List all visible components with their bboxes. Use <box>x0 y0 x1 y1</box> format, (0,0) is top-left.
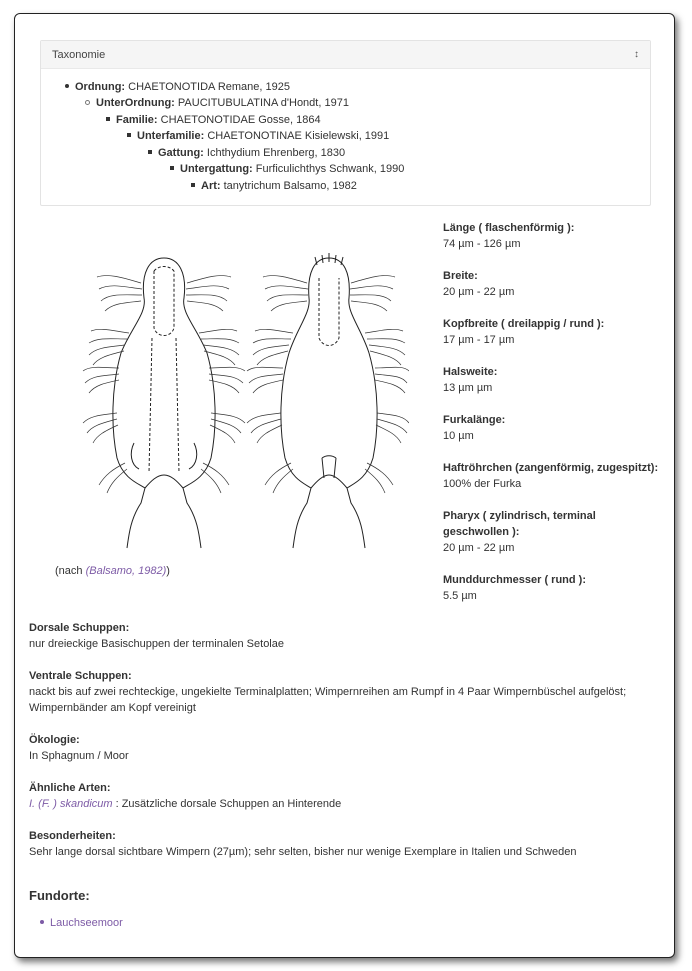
measurement-label: Kopfbreite ( dreilappig / rund ): <box>443 318 605 330</box>
similar-species-link[interactable]: I. (F. ) skandicum <box>29 798 113 810</box>
taxonomy-gattung: Gattung: Ichthydium Ehrenberg, 1830 <box>148 147 345 159</box>
section-aehnliche-arten <box>29 780 669 812</box>
square-bullet-icon <box>170 166 174 170</box>
section-text: Sehr lange dorsal sichtbare Wimpern (27µm); sehr selten, bisher nur wenige Exemplare in Italien und Schweden <box>29 846 577 858</box>
square-bullet-icon <box>191 183 195 187</box>
measurement-laenge <box>443 220 673 252</box>
caption-suffix: ) <box>166 565 170 577</box>
section-text: nur dreieckige Basischuppen der terminalen Setolae <box>29 638 284 650</box>
taxonomy-art: Art: tanytrichum Balsamo, 1982 <box>191 180 357 192</box>
taxonomy-untergattung: Untergattung: Furficulichthys Schwank, 1990 <box>170 163 404 175</box>
measurement-value: 20 µm - 22 µm <box>443 542 515 554</box>
measurement-pharyx <box>443 508 618 556</box>
measurement-label: Munddurchmesser ( rund ): <box>443 574 587 586</box>
taxonomy-unterordnung: UnterOrdnung: PAUCITUBULATINA d'Hondt, 1971 <box>85 97 349 109</box>
fundort-link[interactable]: Lauchseemoor <box>50 917 123 929</box>
section-content <box>29 796 669 812</box>
section-ventrale-schuppen <box>29 668 669 716</box>
measurement-munddurchmesser <box>443 572 673 604</box>
taxonomy-unterfamilie: Unterfamilie: CHAETONOTINAE Kisielewski, 1991 <box>127 130 389 142</box>
measurement-label: Halsweite: <box>443 366 498 378</box>
caption-prefix: (nach <box>55 565 86 577</box>
measurement-value: 100% der Furka <box>443 478 522 490</box>
section-dorsale-schuppen <box>29 620 669 652</box>
section-label: Dorsale Schuppen: <box>29 622 130 634</box>
caption-reference-link[interactable]: (Balsamo, 1982) <box>85 565 167 577</box>
square-bullet-icon <box>127 133 131 137</box>
sort-toggle-icon[interactable]: ↕ <box>634 49 639 60</box>
measurement-value: 74 µm - 126 µm <box>443 238 521 250</box>
section-text: : Zusätzliche dorsale Schuppen an Hinterende <box>112 798 342 810</box>
square-bullet-icon <box>106 117 110 121</box>
square-bullet-icon <box>148 150 152 154</box>
fundort-list-item <box>40 917 123 929</box>
section-text: nackt bis auf zwei rechteckige, ungekielte Terminalplatten; Wimpernreihen am Rumpf in 4 Paar Wimpernbüschel aufgelöst; Wimpernbänder am Kopf vereinigt <box>29 686 627 714</box>
measurement-label: Breite: <box>443 270 478 282</box>
measurement-haftroehrchen <box>443 460 673 492</box>
circle-bullet-icon <box>85 100 90 105</box>
measurement-value: 5.5 µm <box>443 590 477 602</box>
section-label: Ventrale Schuppen: <box>29 670 132 682</box>
measurement-furkalaenge <box>443 412 673 444</box>
measurement-value: 20 µm - 22 µm <box>443 286 515 298</box>
section-besonderheiten <box>29 828 669 860</box>
measurement-label: Furkalänge: <box>443 414 506 426</box>
section-label: Besonderheiten: <box>29 830 116 842</box>
section-text: In Sphagnum / Moor <box>29 750 129 762</box>
measurement-value: 10 µm <box>443 430 474 442</box>
bullet-icon <box>40 920 44 924</box>
figure-caption <box>55 565 170 577</box>
measurement-kopfbreite <box>443 316 673 348</box>
taxonomy-title: Taxonomie <box>52 49 106 61</box>
bullet-icon <box>65 84 69 88</box>
measurement-label: Pharyx ( zylindrisch, terminal geschwollen ): <box>443 510 596 538</box>
taxonomy-ordnung: Ordnung: CHAETONOTIDA Remane, 1925 <box>65 81 290 93</box>
measurement-value: 13 µm µm <box>443 382 493 394</box>
measurement-halsweite <box>443 364 673 396</box>
content-card <box>14 13 675 958</box>
taxonomy-panel <box>40 40 651 206</box>
measurement-label: Länge ( flaschenförmig ): <box>443 222 575 234</box>
taxonomy-familie: Familie: CHAETONOTIDAE Gosse, 1864 <box>106 114 321 126</box>
section-oekologie <box>29 732 669 764</box>
measurement-breite <box>443 268 673 300</box>
section-label: Ähnliche Arten: <box>29 782 111 794</box>
species-illustration <box>79 243 409 563</box>
measurement-value: 17 µm - 17 µm <box>443 334 515 346</box>
section-label: Ökologie: <box>29 734 80 746</box>
taxonomy-panel-header[interactable] <box>41 41 650 69</box>
measurement-label: Haftröhrchen (zangenförmig, zugespitzt): <box>443 462 659 474</box>
fundorte-heading: Fundorte: <box>29 888 90 903</box>
